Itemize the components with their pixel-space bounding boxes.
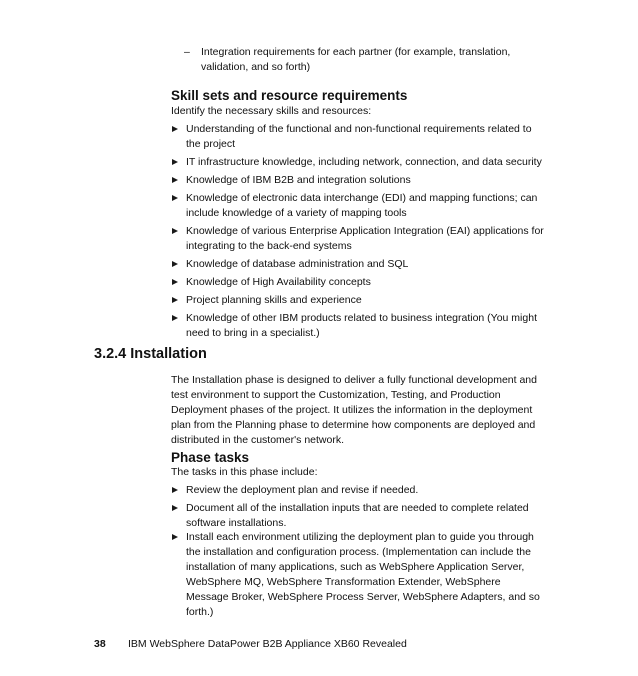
bullet-triangle-icon	[172, 126, 178, 132]
phase-tasks-intro: The tasks in this phase include:	[171, 466, 318, 478]
bullet-triangle-icon	[172, 534, 178, 540]
list-item	[171, 173, 546, 191]
bullet-triangle-icon	[172, 505, 178, 511]
list-item	[171, 191, 546, 224]
bullet-triangle-icon	[172, 315, 178, 321]
list-item-text: Install each environment utilizing the deployment plan to guide you through the installation and configuration process. (Implementation can include the installation of many applications, such as WebSphere Application Server, WebSphere MQ, WebSphere Transformation Extender, WebSphere Message Broker, WebSphere Process Server, WebSphere Adapters, and so forth.)	[186, 531, 540, 618]
list-item-text: Knowledge of database administration and SQL	[186, 258, 409, 270]
list-item-text: Review the deployment plan and revise if needed.	[186, 484, 419, 496]
list-item	[171, 155, 546, 173]
skills-heading: Skill sets and resource requirements	[171, 88, 408, 103]
bullet-triangle-icon	[172, 261, 178, 267]
list-item	[171, 311, 546, 344]
list-item	[171, 501, 546, 530]
skills-list	[171, 122, 546, 344]
list-item	[171, 530, 546, 620]
list-item	[171, 293, 546, 311]
page-number: 38	[94, 638, 106, 650]
phase-tasks-heading: Phase tasks	[171, 450, 250, 465]
dash-item-text: Integration requirements for each partner (for example, translation, validation, and so forth)	[201, 46, 511, 73]
bullet-triangle-icon	[172, 228, 178, 234]
list-item	[171, 224, 546, 257]
list-item-text: Understanding of the functional and non-functional requirements related to the project	[186, 123, 532, 150]
book-title: IBM WebSphere DataPower B2B Appliance XB60 Revealed	[128, 638, 407, 650]
bullet-triangle-icon	[172, 487, 178, 493]
list-item-text: Document all of the installation inputs that are needed to complete related software installations.	[186, 502, 529, 529]
list-item-text: Knowledge of IBM B2B and integration solutions	[186, 174, 411, 186]
list-item-text: Knowledge of High Availability concepts	[186, 276, 371, 288]
list-item	[171, 122, 546, 155]
list-item-text: IT infrastructure knowledge, including network, connection, and data security	[186, 156, 542, 168]
bullet-triangle-icon	[172, 195, 178, 201]
bullet-triangle-icon	[172, 159, 178, 165]
dash-marker: –	[184, 46, 190, 58]
bullet-triangle-icon	[172, 297, 178, 303]
list-item	[171, 483, 546, 501]
list-item	[171, 257, 546, 275]
list-item-text: Knowledge of electronic data interchange (EDI) and mapping functions; can include knowledge of a variety of mapping tools	[186, 192, 538, 219]
skills-intro: Identify the necessary skills and resources:	[171, 105, 372, 117]
installation-heading: 3.2.4 Installation	[94, 346, 207, 362]
phase-tasks-list	[171, 483, 546, 620]
list-item-text: Knowledge of various Enterprise Application Integration (EAI) applications for integrating to the back-end systems	[186, 225, 544, 252]
bullet-triangle-icon	[172, 177, 178, 183]
list-item	[171, 275, 546, 293]
list-item-text: Project planning skills and experience	[186, 294, 362, 306]
installation-paragraph: The Installation phase is designed to deliver a fully functional development and test environment to support the Customization, Testing, and Production Deployment phases of the project. It utilizes the information in the deployment plan from the Planning phase to determine how components are deployed and distributed in the customer's network.	[171, 374, 537, 446]
bullet-triangle-icon	[172, 279, 178, 285]
list-item-text: Knowledge of other IBM products related to business integration (You might need to bring in a specialist.)	[186, 312, 537, 339]
